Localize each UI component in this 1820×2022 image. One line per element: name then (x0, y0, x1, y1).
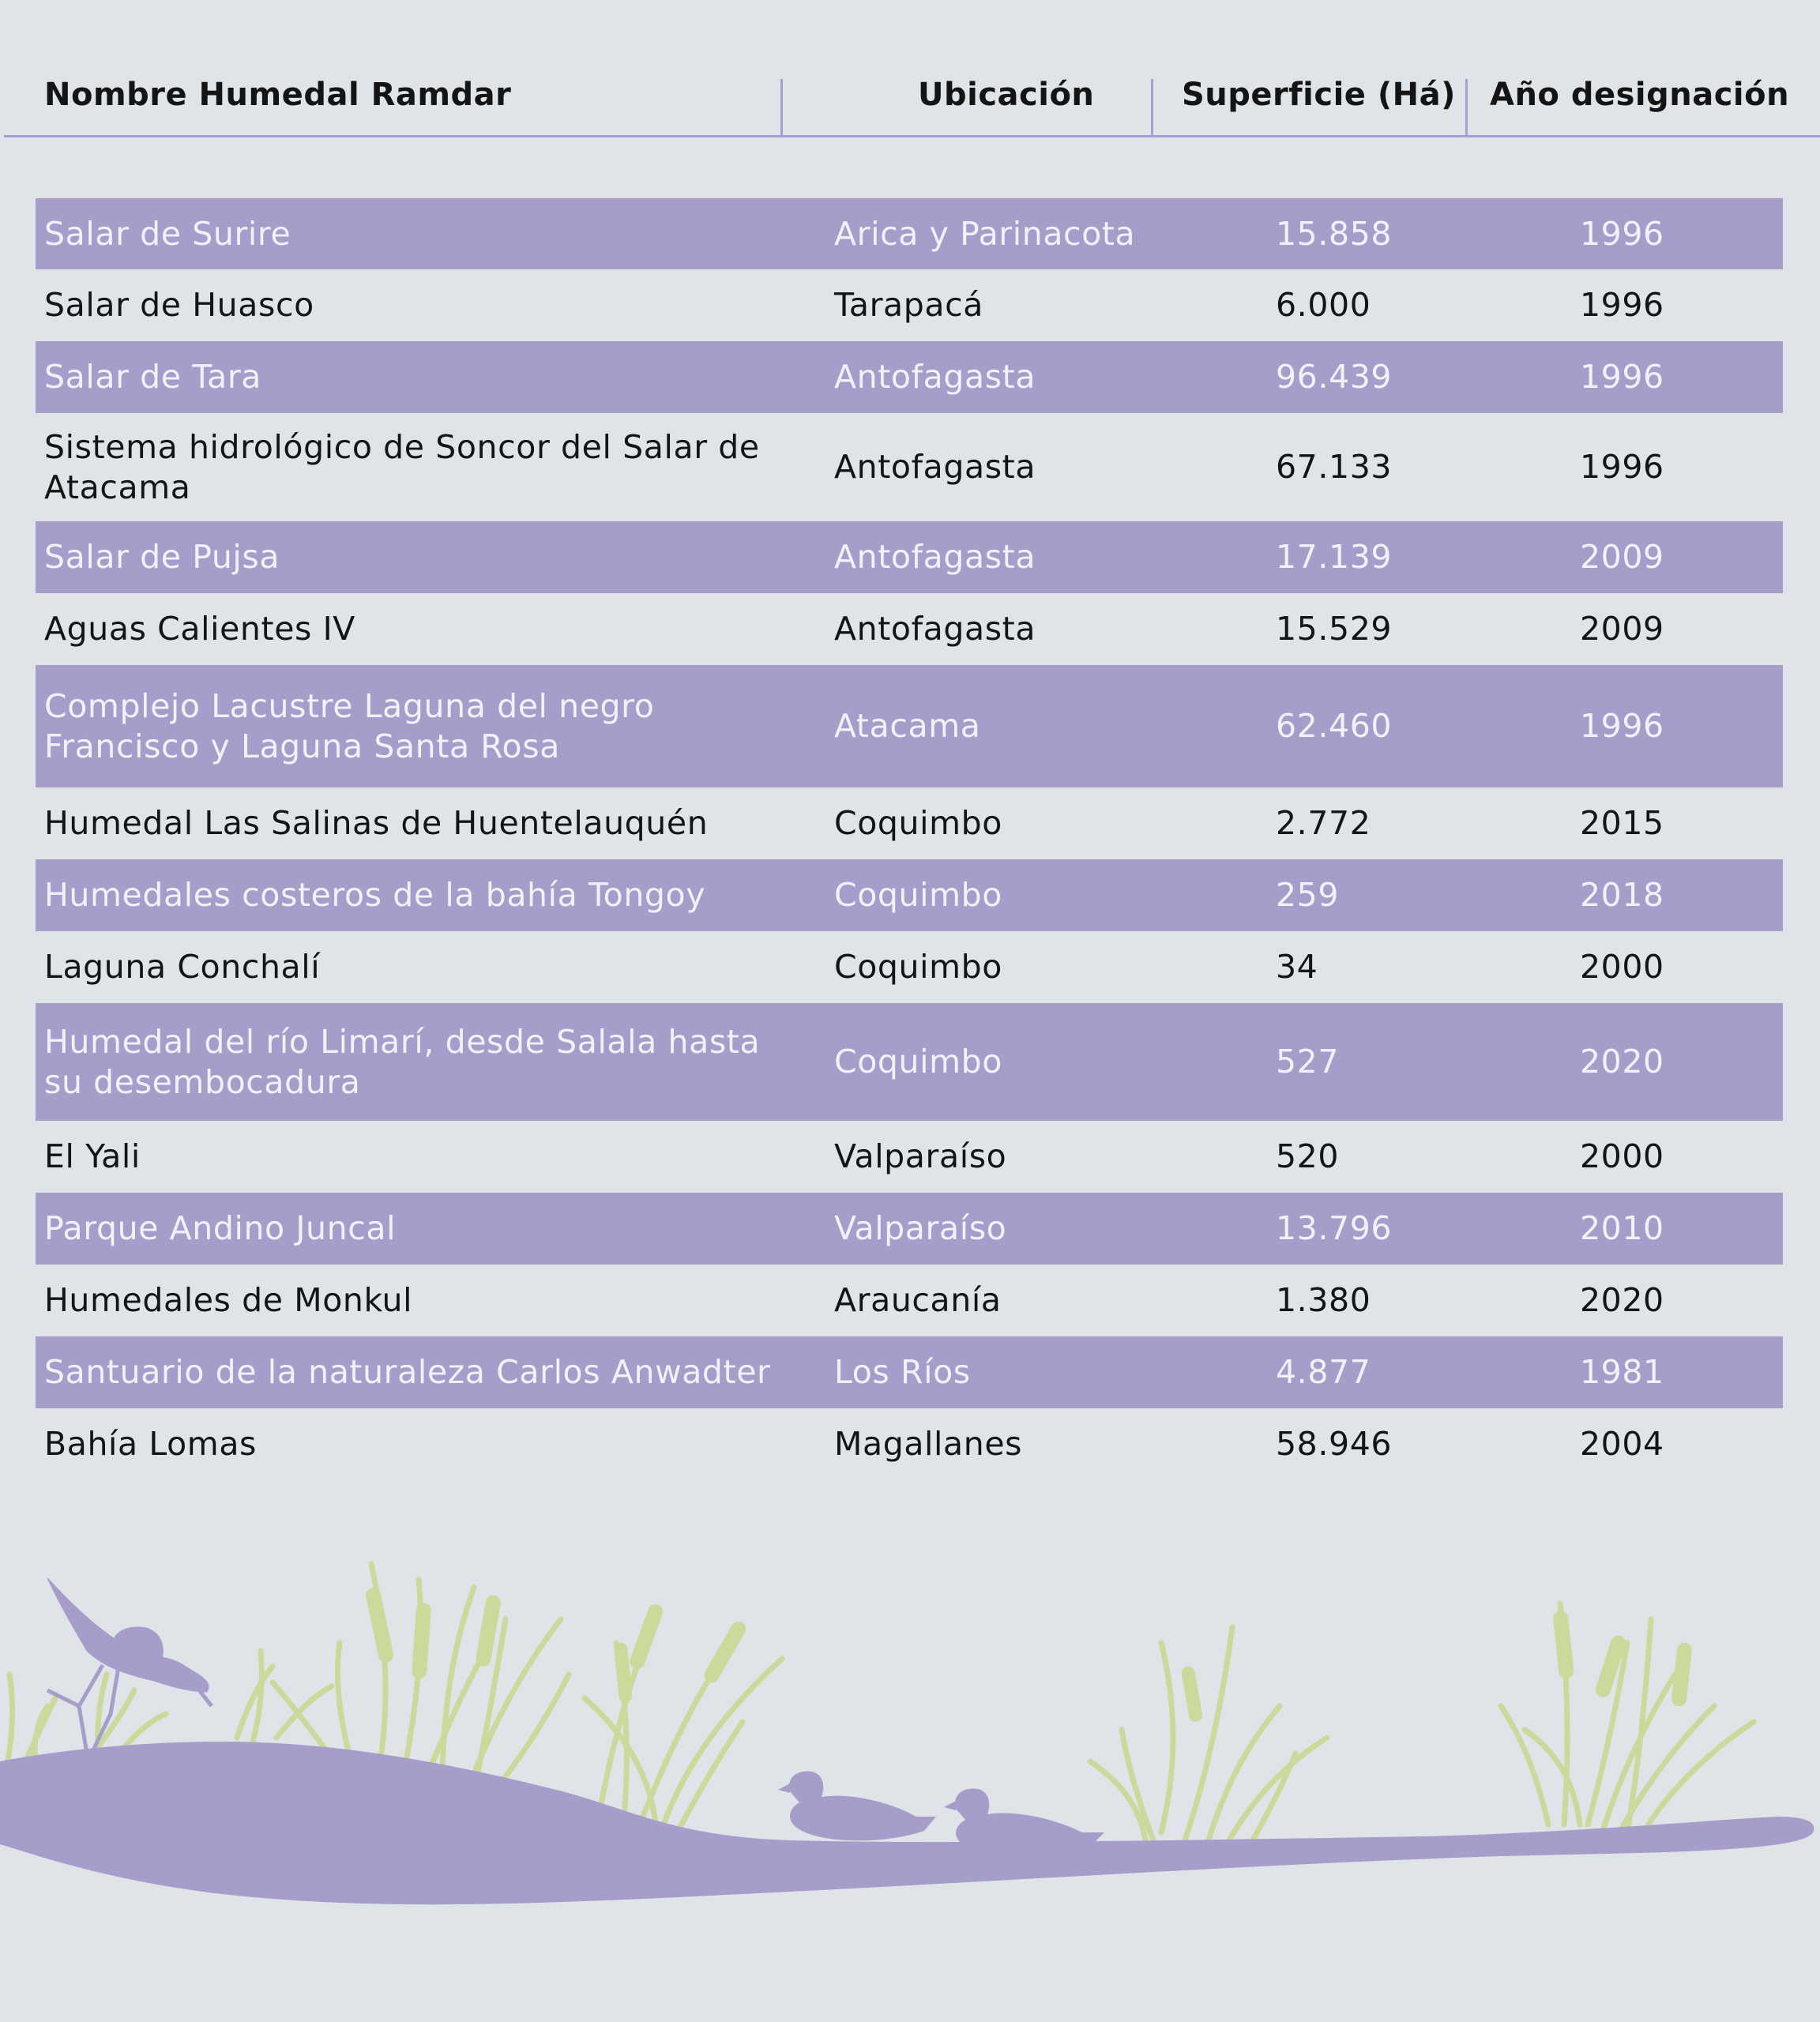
header-divider (1151, 79, 1153, 136)
wetland-area: 67.133 (1276, 448, 1393, 486)
wetland-name: Salar de Pujsa (44, 538, 280, 576)
header-area: Superficie (Há) (1182, 77, 1456, 113)
wetland-area: 15.858 (1276, 214, 1393, 253)
wetland-location: Atacama (834, 707, 981, 745)
wetland-year: 1996 (1580, 358, 1664, 396)
wetland-year: 2018 (1580, 876, 1664, 914)
wetland-year: 2000 (1580, 948, 1664, 986)
wetland-name: Humedales de Monkul (44, 1281, 413, 1319)
table-row (36, 1193, 1783, 1265)
wetland-area: 520 (1276, 1137, 1340, 1175)
wetland-year: 1996 (1580, 286, 1664, 324)
wetland-location: Coquimbo (834, 1043, 1002, 1081)
wetland-location: Antofagasta (834, 538, 1036, 576)
wetland-location: Coquimbo (834, 876, 1002, 914)
wetland-name: Parque Andino Juncal (44, 1209, 397, 1247)
table-row (36, 665, 1783, 787)
table-row (36, 521, 1783, 593)
header-location: Ubicación (918, 77, 1095, 113)
wetland-year: 2015 (1580, 804, 1664, 842)
wetland-area: 4.877 (1276, 1353, 1371, 1391)
wetland-name: Humedal del río Limarí, desde Salala hasta su desembocadura (44, 1022, 761, 1101)
wetland-name: Salar de Surire (44, 214, 291, 253)
header-year: Año designación (1490, 77, 1790, 113)
table-row (36, 1336, 1783, 1408)
wetland-year: 2009 (1580, 610, 1664, 648)
table-row (36, 1408, 1783, 1480)
wetland-name: Humedal Las Salinas de Huentelauquén (44, 804, 709, 842)
wetland-area: 2.772 (1276, 804, 1371, 842)
wetland-illustration (0, 1532, 1820, 1943)
table-row (36, 1003, 1783, 1121)
wetland-year: 2010 (1580, 1209, 1664, 1247)
wetland-area: 259 (1276, 876, 1340, 914)
wetland-location: Tarapacá (834, 286, 983, 324)
header-rule (4, 135, 1820, 137)
wetland-area: 15.529 (1276, 610, 1393, 648)
table-row (36, 593, 1783, 665)
wetland-location: Antofagasta (834, 610, 1036, 648)
table-row (36, 198, 1783, 269)
wetland-area: 6.000 (1276, 286, 1371, 324)
wetland-area: 527 (1276, 1043, 1340, 1081)
table-row (36, 1121, 1783, 1193)
wetland-name: Salar de Huasco (44, 286, 314, 324)
wetland-location: Valparaíso (834, 1137, 1007, 1175)
wetland-year: 2004 (1580, 1425, 1664, 1463)
wetland-location: Araucanía (834, 1281, 1002, 1319)
wetland-name: Laguna Conchalí (44, 948, 321, 986)
wetland-area: 17.139 (1276, 538, 1393, 576)
table-row (36, 787, 1783, 859)
header-name: Nombre Humedal Ramdar (44, 77, 512, 113)
wetland-area: 1.380 (1276, 1281, 1371, 1319)
table-row (36, 1265, 1783, 1336)
wetland-location: Los Ríos (834, 1353, 971, 1391)
wetland-location: Antofagasta (834, 358, 1036, 396)
wetland-location: Coquimbo (834, 948, 1002, 986)
header-divider (780, 79, 783, 136)
wetland-location: Antofagasta (834, 448, 1036, 486)
wetland-year: 2000 (1580, 1137, 1664, 1175)
wetland-year: 1996 (1580, 214, 1664, 253)
wetland-year: 2009 (1580, 538, 1664, 576)
wetland-area: 34 (1276, 948, 1318, 986)
wetland-location: Valparaíso (834, 1209, 1007, 1247)
wetland-year: 2020 (1580, 1043, 1664, 1081)
duck-silhouette-icon (944, 1788, 1104, 1855)
wetland-name: Salar de Tara (44, 358, 262, 396)
wetland-area: 62.460 (1276, 707, 1393, 745)
table-row (36, 931, 1783, 1003)
duck-silhouette-icon (778, 1771, 936, 1840)
wetland-location: Magallanes (834, 1425, 1023, 1463)
wetland-year: 2020 (1580, 1281, 1664, 1319)
wetland-area: 96.439 (1276, 358, 1393, 396)
wetland-year: 1981 (1580, 1353, 1664, 1391)
wetland-area: 13.796 (1276, 1209, 1393, 1247)
table-header (0, 0, 1820, 137)
wetland-location: Arica y Parinacota (834, 214, 1136, 253)
wetland-name: Complejo Lacustre Laguna del negro Francisco y Laguna Santa Rosa (44, 686, 655, 765)
wetland-name: Sistema hidrológico de Soncor del Salar de Atacama (44, 427, 760, 506)
heron-silhouette-icon (47, 1578, 212, 1755)
wetland-area: 58.946 (1276, 1425, 1393, 1463)
header-divider (1465, 79, 1468, 136)
table-row (36, 413, 1783, 521)
wetland-location: Coquimbo (834, 804, 1002, 842)
wetland-name: Santuario de la naturaleza Carlos Anwadter (44, 1353, 771, 1391)
wetland-name: Humedales costeros de la bahía Tongoy (44, 876, 706, 914)
table-row (36, 269, 1783, 341)
table-row (36, 341, 1783, 413)
wetland-name: Aguas Calientes IV (44, 610, 355, 648)
wetland-name: Bahía Lomas (44, 1425, 258, 1463)
table-row (36, 859, 1783, 931)
wetland-name: El Yali (44, 1137, 141, 1175)
wetland-year: 1996 (1580, 448, 1664, 486)
wetland-year: 1996 (1580, 707, 1664, 745)
